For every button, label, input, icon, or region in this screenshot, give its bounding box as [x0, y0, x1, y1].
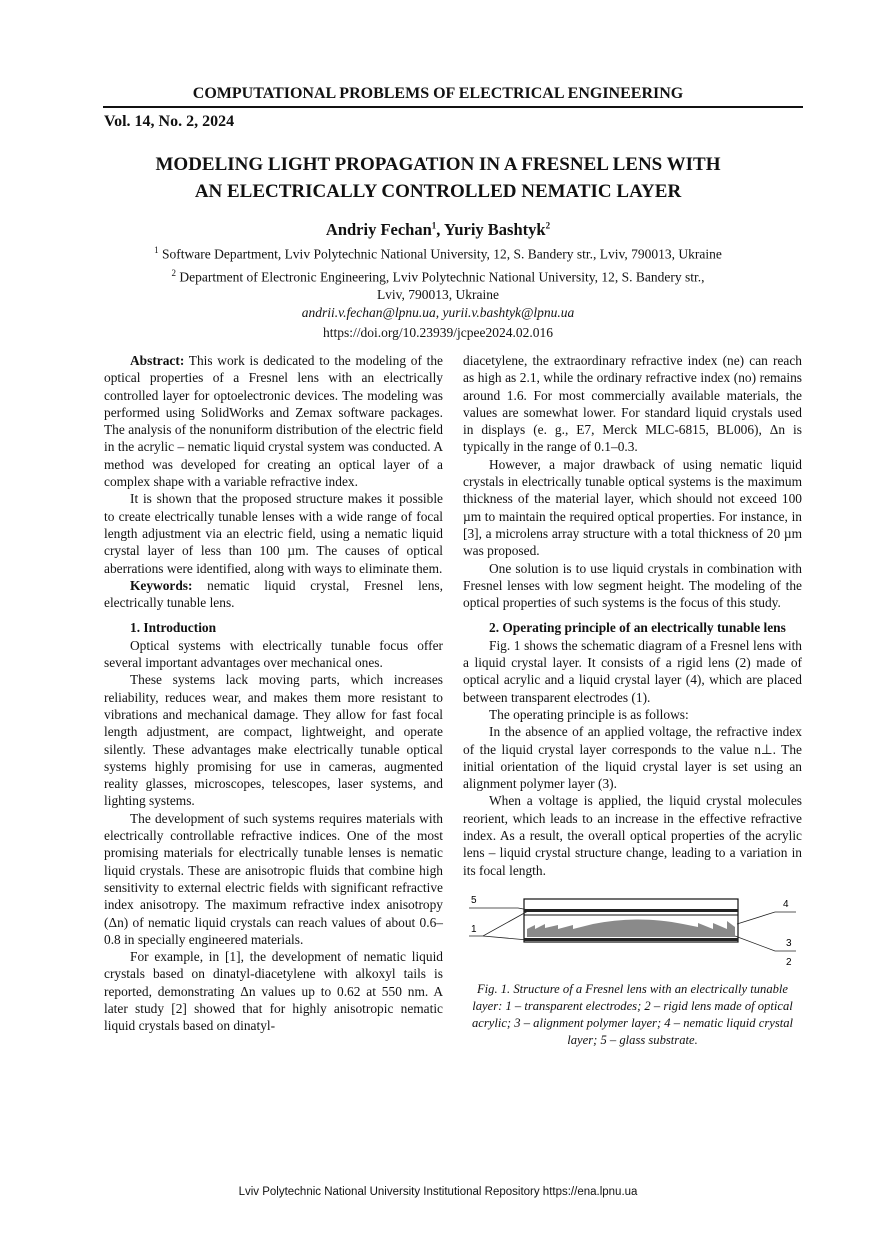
left-column	[104, 352, 443, 1035]
page-footer: Lviv Polytechnic National University Institutional Repository https://ena.lpnu.ua	[238, 1186, 638, 1198]
title-line: MODELING LIGHT PROPAGATION IN A FRESNEL LENS WITH	[155, 154, 721, 175]
paragraph: One solution is to use liquid crystals in combination with Fresnel lenses with low segment height. The modeling of the optical properties of such systems is the focus of this study.	[463, 560, 802, 611]
separator: ,	[436, 220, 444, 239]
keywords	[104, 577, 443, 612]
affiliations	[0, 241, 876, 322]
abstract	[104, 352, 443, 490]
paragraph: The development of such systems requires materials with electrically controllable refractive indices. One of the most promising materials for electrically tunable lenses is nematic liquid crystals. These are anisotropic fluids that combine high sensitivity to external electric fields with significant refractive index anisotropy. The maximum refractive index anisotropy (Δn) of nematic liquid crystals can reach values of about 0.6–0.8 in specially engineered materials.	[104, 810, 443, 947]
abstract-text: This work is dedicated to the modeling of the optical properties of a Fresnel lens with an electrically controlled layer for optoelectronic devices. The modeling was performed using SolidWorks and Zemax software packages. The analysis of the nonuniform distribution of the electric field in the acrylic – nematic liquid crystal system was conducted. A method was developed for creating an optical layer of a complex shape with a variable refractive index.	[104, 353, 443, 490]
affil-mark: 1	[154, 245, 159, 255]
affil-mark: 2	[171, 267, 176, 278]
paragraph: The operating principle is as follows:	[489, 706, 689, 722]
label-1: 1	[471, 923, 477, 935]
electrode-top	[524, 909, 738, 912]
paragraph: When a voltage is applied, the liquid crystal molecules reorient, which leads to an increase in the effective refractive index. As a result, the overall optical properties of the acrylic lens – liquid crystal structure change, leading to a variation in its focal length.	[463, 793, 802, 878]
paragraph: Optical systems with electrically tunable focus offer several important advantages over mechanical ones.	[104, 637, 443, 671]
fresnel-lens-diagram	[463, 889, 802, 969]
paragraph: For example, in [1], the development of nematic liquid crystals based on dinatyl-diacetylene with alkoxyl tails is reported, demonstrating Δn values up to 0.62 at 550 nm. A later study [2] showed that for highly anisotropic nematic liquid crystals based on dinatyl-	[104, 949, 443, 1034]
paragraph: diacetylene, the extraordinary refractive index (ne) can reach as high as 2.1, while the ordinary refractive index (no) remains around 1.6. For most commercially available materials, the values are somewhat lower. For standard liquid crystals used in displays (e. g., E7, Merck MLC-6815, BL006), Δn is typically in the range of 0.1–0.3.	[463, 353, 802, 455]
affil-text: Software Department, Lviv Polytechnic National University, 12, S. Bandery str., Lviv, 790013, Ukraine	[161, 246, 722, 262]
affil-mark: 1	[431, 220, 437, 231]
author-name: Andriy Fechan	[325, 220, 432, 239]
paragraph: These systems lack moving parts, which increases reliability, reduces wear, and makes them more resistant to vibrations and mechanical damage. They allow for fast focal length adjustment, are compact, lightweight, and operate silently. These advantages make electrically tunable optical systems highly promising for use in cameras, augmented reality glasses, microscopes, telescopes, laser systems, and lighting systems.	[104, 672, 443, 809]
paragraph: It is shown that the proposed structure makes it possible to create electrically tunable lenses with a wide range of focal length adjustment via an electric field, using a nematic liquid crystal layer of less than 100 µm. The causes of optical aberrations were identified, along with ways to eliminate them.	[104, 491, 443, 576]
affiliation-2-cont: Lviv, 790013, Ukraine	[376, 287, 500, 302]
paragraph: Fig. 1 shows the schematic diagram of a Fresnel lens with a liquid crystal layer. It consists of a rigid lens (2) made of optical acrylic and a liquid crystal layer (4), which are placed between transparent electrodes (1).	[463, 637, 802, 705]
section-heading: 1. Introduction	[130, 620, 217, 636]
right-column	[463, 352, 802, 1049]
affiliation-2	[0, 264, 876, 287]
paragraph: In the absence of an applied voltage, the refractive index of the liquid crystal layer corresponds to the value n⊥. The initial orientation of the liquid crystal layer is set using an alignment polymer layer (3).	[463, 724, 802, 792]
figure-caption: Fig. 1. Structure of a Fresnel lens with an electrically tunable layer: 1 – transparent electrodes; 2 – rigid lens made of optical acrylic; 3 – alignment polymer layer; 4 – nematic liquid crystal layer; 5 – glass substrate.	[471, 982, 794, 1048]
affiliation-1	[0, 241, 876, 264]
label-4: 4	[783, 898, 789, 910]
volume-info: Vol. 14, No. 2, 2024	[104, 113, 235, 130]
paragraph: However, a major drawback of using nematic liquid crystals in electrically tunable optical systems is the maximum thickness of the material layer, which should not exceed 100 µm to maintain the required optical properties. For instance, in [3], a microlens array structure with a total thickness of 20 µm was proposed.	[463, 456, 802, 559]
affil-mark: 2	[545, 220, 551, 231]
label-5: 5	[471, 894, 477, 906]
keywords-label: Keywords:	[130, 577, 193, 593]
doi-link[interactable]: https://doi.org/10.23939/jcpee2024.02.016	[323, 325, 553, 340]
header-rule	[103, 106, 803, 108]
figure-1	[463, 889, 802, 1049]
title-line: AN ELECTRICALLY CONTROLLED NEMATIC LAYER	[194, 181, 682, 202]
emails[interactable]: andrii.v.fechan@lpnu.ua, yurii.v.bashtyk@lpnu.ua	[301, 305, 575, 320]
affil-text: Department of Electronic Engineering, Lviv Polytechnic National University, 12, S. Bandery str.,	[179, 269, 705, 284]
abstract-label: Abstract:	[130, 353, 185, 368]
electrode-bottom	[524, 938, 738, 941]
author-name: Yuriy Bashtyk	[443, 220, 546, 239]
keywords-text: nematic liquid crystal, Fresnel lens, electrically tunable lens.	[104, 577, 443, 611]
section-heading: 2. Operating principle of an electrically tunable lens	[489, 620, 786, 636]
paper-title	[0, 151, 876, 205]
authors	[0, 220, 876, 240]
journal-name: COMPUTATIONAL PROBLEMS OF ELECTRICAL ENGINEERING	[192, 85, 684, 102]
label-3: 3	[786, 937, 792, 949]
label-2: 2	[786, 956, 792, 968]
